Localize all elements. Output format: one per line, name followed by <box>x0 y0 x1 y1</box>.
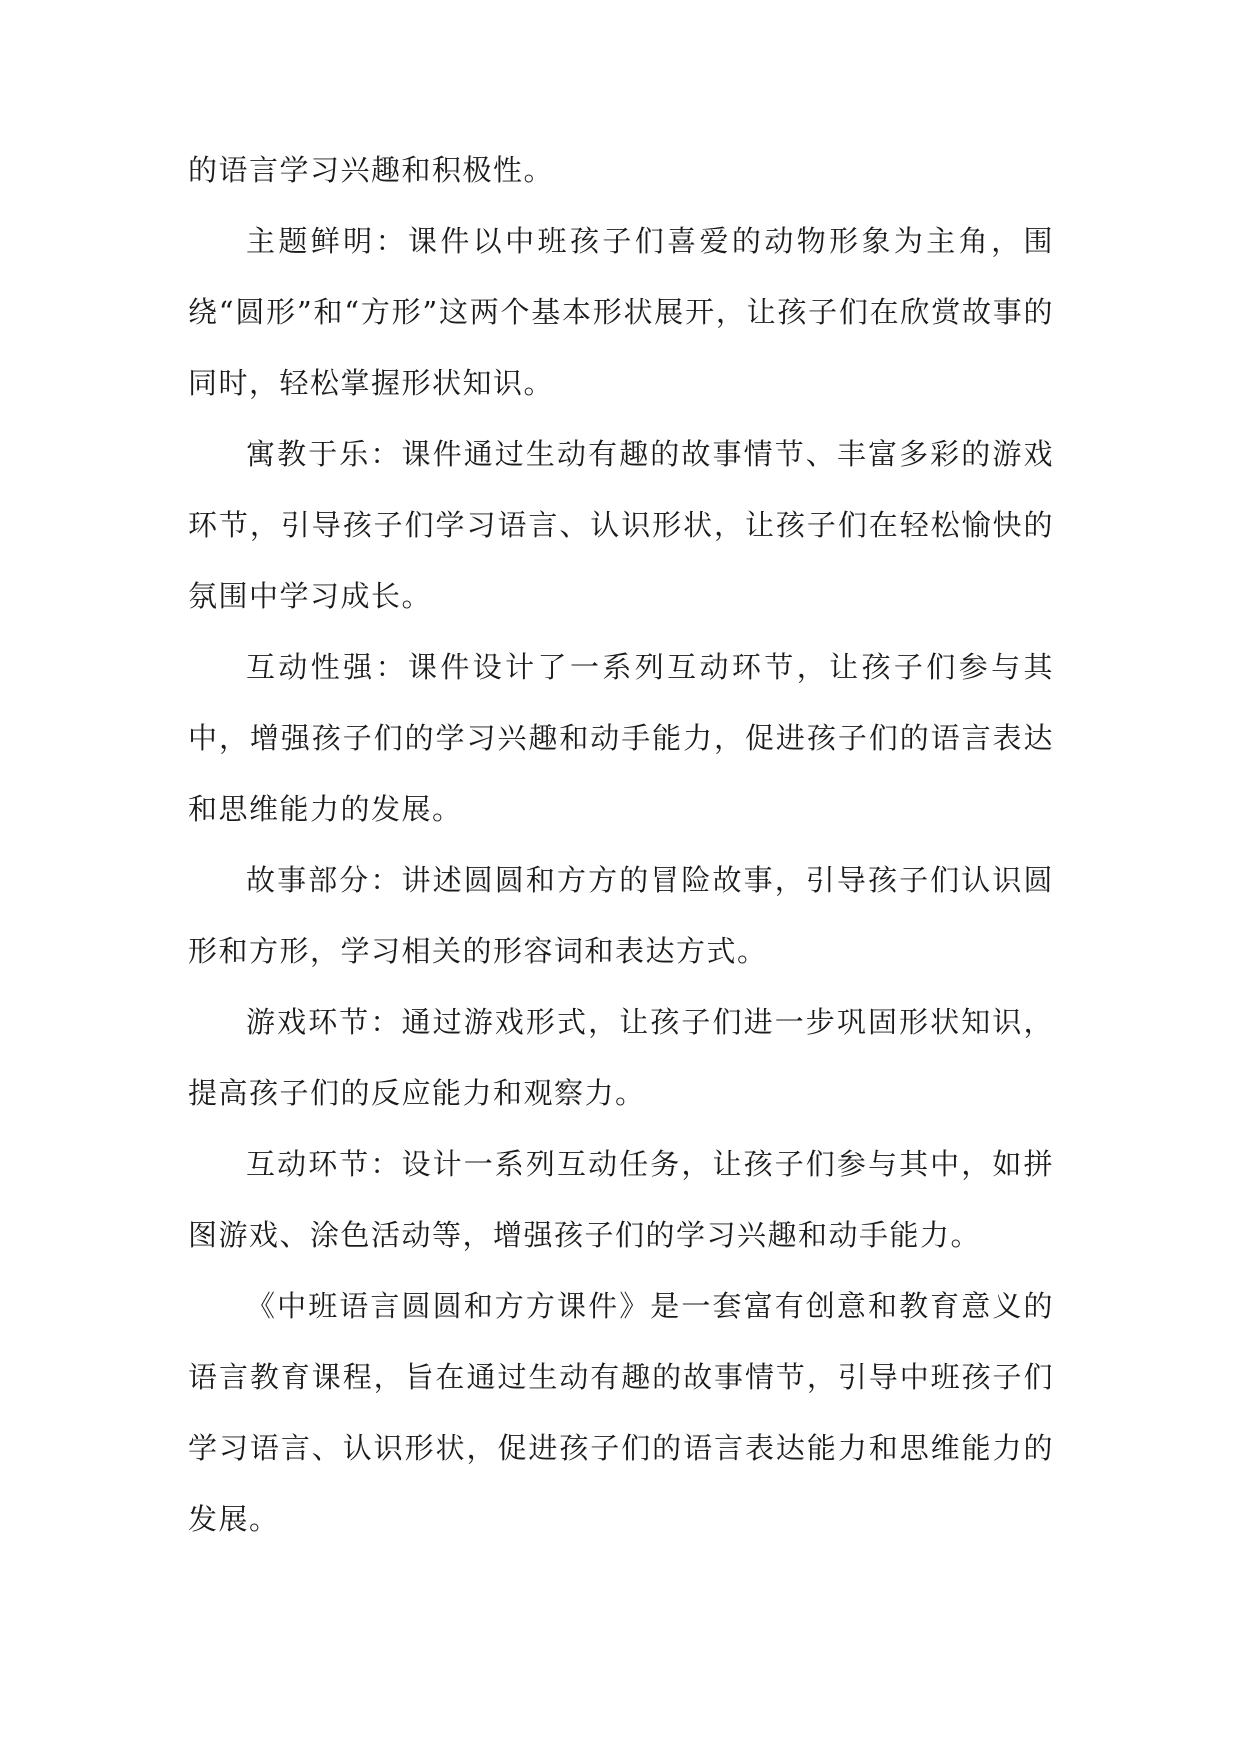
paragraph-theme: 主题鲜明：课件以中班孩子们喜爱的动物形象为主角，围绕“圆形”和“方形”这两个基本形状展开，让孩子们在欣赏故事的同时，轻松掌握形状知识。 <box>188 224 1054 400</box>
paragraph-edutainment: 寓教于乐：课件通过生动有趣的故事情节、丰富多彩的游戏环节，引导孩子们学习语言、认识形状，让孩子们在轻松愉快的氛围中学习成长。 <box>188 437 1054 613</box>
paragraph-continuation: 的语言学习兴趣和积极性。 <box>188 153 555 187</box>
paragraph-game-part: 游戏环节：通过游戏形式，让孩子们进一步巩固形状知识，提高孩子们的反应能力和观察力。 <box>188 1005 1054 1110</box>
paragraph-interactivity: 互动性强：课件设计了一系列互动环节，让孩子们参与其中，增强孩子们的学习兴趣和动手能力，促进孩子们的语言表达和思维能力的发展。 <box>188 650 1054 826</box>
paragraph-interactive-part: 互动环节：设计一系列互动任务，让孩子们参与其中，如拼图游戏、涂色活动等，增强孩子们的学习兴趣和动手能力。 <box>188 1147 1054 1252</box>
paragraph-summary: 《中班语言圆圆和方方课件》是一套富有创意和教育意义的语言教育课程，旨在通过生动有趣的故事情节，引导中班孩子们学习语言、认识形状，促进孩子们的语言表达能力和思维能力的发展。 <box>188 1289 1054 1536</box>
document-body <box>188 135 1054 1555</box>
paragraph-story-part: 故事部分：讲述圆圆和方方的冒险故事，引导孩子们认识圆形和方形，学习相关的形容词和表达方式。 <box>188 863 1054 968</box>
